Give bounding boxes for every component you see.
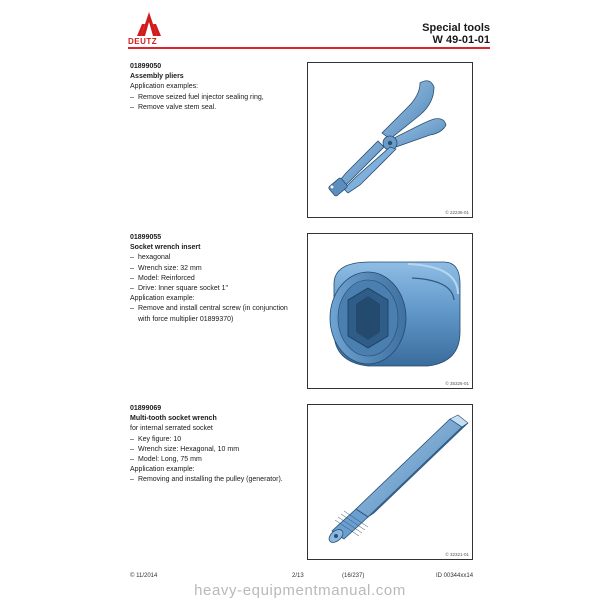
part-number: 01899055 — [130, 234, 162, 241]
bullet-item: – Wrench size: 32 mm — [130, 264, 300, 274]
page-title: Special tools — [422, 22, 490, 34]
part-number: 01899050 — [130, 63, 162, 70]
image-box-socket — [307, 233, 473, 389]
bullet-item: – Wrench size: Hexagonal, 10 mm — [130, 445, 300, 455]
figure-id: © 32321-01 — [445, 552, 469, 557]
bullet-item: – Model: Long, 75 mm — [130, 455, 300, 465]
figure-id: © 35326-01 — [445, 381, 469, 386]
header-divider — [128, 47, 490, 49]
intro-text: Application example: — [130, 295, 195, 303]
logo-text: DEUTZ — [128, 37, 158, 46]
socket-illustration-icon — [308, 234, 472, 388]
entry-assembly-pliers — [130, 62, 300, 113]
image-box-bit — [307, 404, 473, 560]
pliers-illustration-icon — [308, 63, 472, 217]
page-code: W 49-01-01 — [432, 34, 490, 46]
bullet-item: – Key figure: 10 — [130, 435, 300, 445]
intro-text: Application example: — [130, 466, 195, 474]
watermark: heavy-equipmentmanual.com — [194, 582, 406, 599]
intro-text: Application examples: — [130, 83, 199, 91]
entry-multi-tooth-socket-wrench — [130, 404, 300, 486]
tool-name: Socket wrench insert — [130, 244, 201, 252]
figure-id: © 22236-01 — [445, 210, 469, 215]
bullet-continuation: with force multiplier 01899370) — [138, 315, 234, 323]
entry-socket-wrench-insert — [130, 233, 300, 325]
tool-name: Assembly pliers — [130, 73, 184, 81]
bit-illustration-icon — [308, 405, 472, 559]
bullet-item: – Removing and installing the pulley (generator). — [130, 475, 300, 485]
footer-page: 2/13 — [292, 573, 304, 579]
footer-doc-id: ID 00344xx14 — [436, 573, 474, 579]
subtitle-text: for internal serrated socket — [130, 425, 213, 433]
bullet-item: – hexagonal — [130, 253, 300, 263]
footer-total: (16/237) — [342, 573, 365, 579]
bullet-item: – Model: Reinforced — [130, 274, 300, 284]
footer-date: © 11/2014 — [130, 573, 158, 579]
image-box-pliers — [307, 62, 473, 218]
bullet-item: – Drive: Inner square socket 1" — [130, 284, 300, 294]
bullet-item: – Remove seized fuel injector sealing ring, — [130, 93, 300, 103]
bullet-item: – Remove and install central screw (in conjunction — [130, 304, 300, 314]
bullet-item: – Remove valve stem seal. — [130, 103, 300, 113]
tool-name: Multi-tooth socket wrench — [130, 415, 217, 423]
part-number: 01899069 — [130, 405, 162, 412]
